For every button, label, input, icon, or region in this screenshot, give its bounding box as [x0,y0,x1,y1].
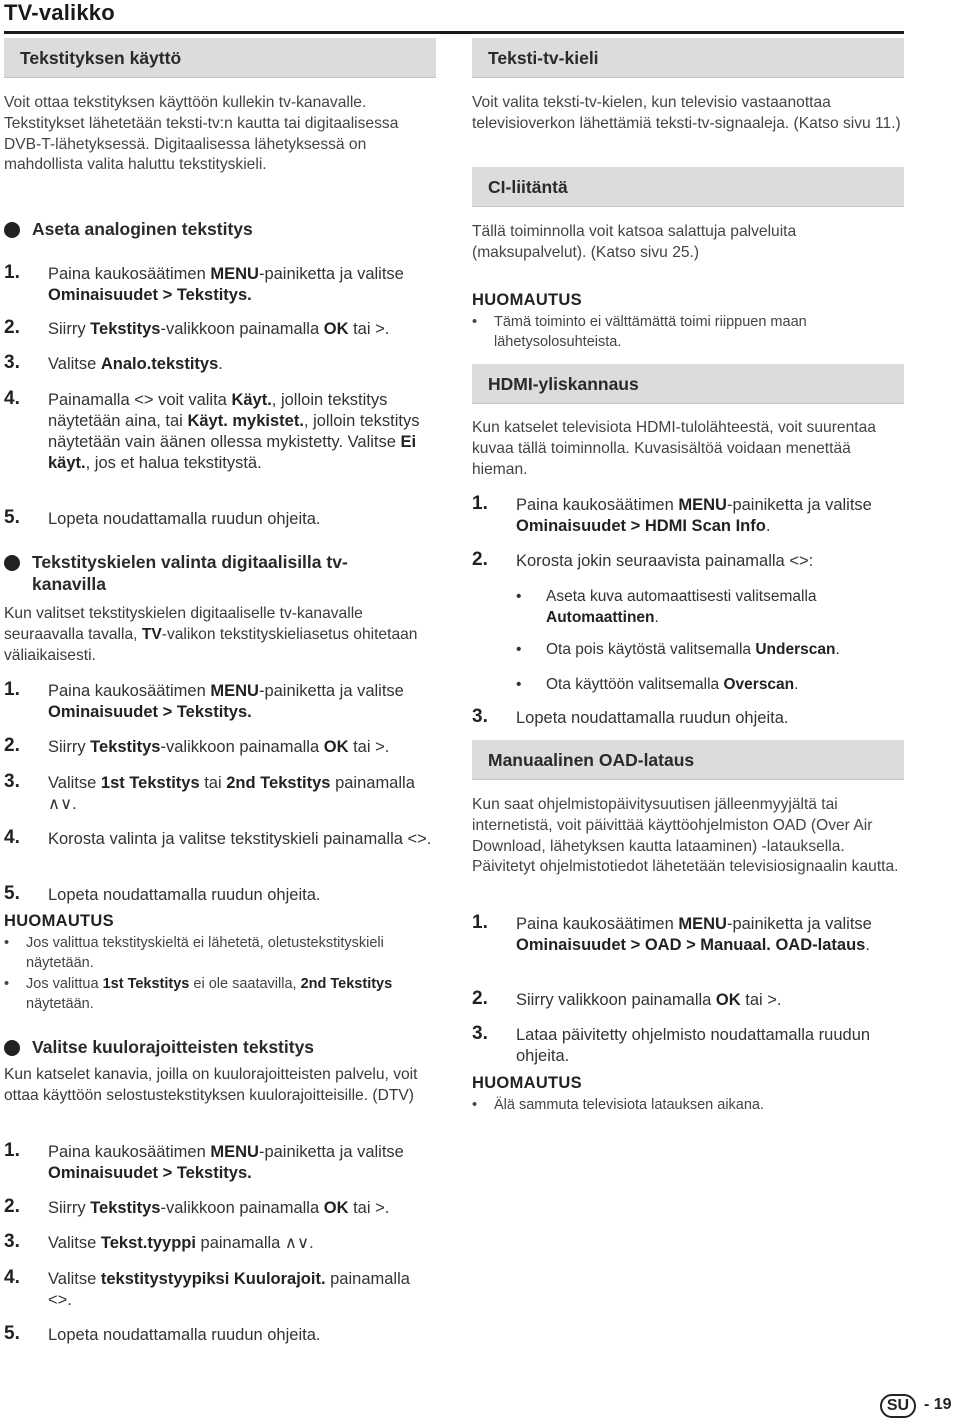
step-3: 3. Lopeta noudattamalla ruudun ohjeita. [472,706,789,727]
option-automatic: • Aseta kuva automaattisesti valitsemalla Automaattinen. [516,588,817,626]
note-heading: HUOMAUTUS [4,912,114,930]
subtitles-intro: Voit ottaa tekstityksen käyttöön kullekin tv-kanavalle. Tekstitykset lähetetään teksti-tv:n kautta tai digitaalisessa DVB-T-lähetyksessä. Digitaalisessa lähetyksessä on mahdollista valita haluttu tekstityskieli. [4,94,399,174]
step-4: 4. Painamalla <> voit valita Käyt., jolloin tekstitys näytetään aina, tai Käyt. mykistet., jolloin tekstitys näytetään vain äänen ollessa mykistetty. Valitse Ei käyt., jos et halua tekstitystä. [4,388,420,472]
subheading-analog-subtitles: Aseta analoginen tekstitys [4,218,436,240]
section-header-teletext-language: Teksti-tv-kieli [472,38,904,78]
hearing-impaired-intro: Kun katselet kanavia, joilla on kuulorajoitteisten palvelu, voit ottaa käyttöön selostustekstityksen kuulorajoitteisille. (DTV) [4,1066,418,1104]
step-1: 1. Paina kaukosäätimen MENU-painiketta ja valitse Ominaisuudet > Tekstitys. [4,1140,404,1182]
step-5: 5. Lopeta noudattamalla ruudun ohjeita. [4,1323,321,1344]
step-3: 3. Valitse Analo.tekstitys. [4,352,223,373]
step-3: 3. Lataa päivitetty ohjelmisto noudattamalla ruudun ohjeita. [472,1023,871,1065]
step-3: 3. Valitse Tekst.tyyppi painamalla ∧∨. [4,1231,314,1252]
step-5: 5. Lopeta noudattamalla ruudun ohjeita. [4,883,321,904]
subheading-digital-subtitle-language: Tekstityskielen valinta digitaalisilla tv-kanavilla [4,551,404,595]
bullet-dot-icon [4,1040,20,1056]
step-2: 2. Korosta jokin seuraavista painamalla <>: [472,549,814,570]
section-header-manual-oad: Manuaalinen OAD-lataus [472,740,904,780]
teletext-text: Voit valita teksti-tv-kielen, kun televisio vastaanottaa televisioverkon lähettämiä teksti-tv-signaaleja. (Katso sivu 11.) [472,94,901,132]
note-item: • Älä sammuta televisiota latauksen aikana. [472,1097,765,1113]
language-badge: SU [880,1394,916,1418]
bullet-dot-icon [4,555,20,571]
ci-text: Tällä toiminnolla voit katsoa salattuja palveluita (maksupalvelut). (Katso sivu 25.) [472,223,797,261]
step-1: 1. Paina kaukosäätimen MENU-painiketta ja valitse Ominaisuudet > Tekstitys. [4,262,404,304]
note-heading: HUOMAUTUS [472,1074,582,1092]
note-heading: HUOMAUTUS [472,291,582,309]
step-3: 3. Valitse 1st Tekstitys tai 2nd Tekstitys painamalla ∧∨. [4,771,415,813]
bullet-dot-icon [4,222,20,238]
step-2: 2. Siirry Tekstitys-valikkoon painamalla OK tai >. [4,317,390,338]
step-4: 4. Korosta valinta ja valitse tekstityskieli painamalla <>. [4,827,432,848]
subheading-hearing-impaired-subtitles: Valitse kuulorajoitteisten tekstitys [4,1036,436,1058]
page-title: TV-valikko [4,0,115,25]
page-number: - 19 [924,1396,952,1413]
oad-text: Kun saat ohjelmistopäivitysuutisen jälleenmyyjältä tai internetistä, voit päivittää käyttöohjelmiston OAD (Over Air Download, lähetyksen kautta lataaminen) -latauksella. Päivitetyt ohjelmistotiedot lähetetään televisiosignaalin kautta. [472,796,899,876]
option-underscan: • Ota pois käytöstä valitsemalla Underscan. [516,641,840,658]
section-header-hdmi-overscan: HDMI-yliskannaus [472,364,904,404]
option-overscan: • Ota käyttöön valitsemalla Overscan. [516,676,799,693]
step-2: 2. Siirry Tekstitys-valikkoon painamalla OK tai >. [4,1196,390,1217]
note-item: • Jos valittua 1st Tekstitys ei ole saatavilla, 2nd Tekstitys näytetään. [4,976,393,1012]
step-1: 1. Paina kaukosäätimen MENU-painiketta ja valitse Ominaisuudet > OAD > Manuaal. OAD-lataus. [472,912,872,954]
step-1: 1. Paina kaukosäätimen MENU-painiketta ja valitse Ominaisuudet > Tekstitys. [4,679,404,721]
step-2: 2. Siirry Tekstitys-valikkoon painamalla OK tai >. [4,735,390,756]
title-rule [4,31,904,34]
note-item: • Tämä toiminto ei välttämättä toimi riippuen maan lähetysolosuhteista. [472,314,807,350]
section-header-ci: CI-liitäntä [472,167,904,207]
step-1: 1. Paina kaukosäätimen MENU-painiketta ja valitse Ominaisuudet > HDMI Scan Info. [472,493,872,535]
step-2: 2. Siirry valikkoon painamalla OK tai >. [472,988,782,1009]
digital-subtitle-intro: Kun valitset tekstityskielen digitaaliselle tv-kanavalle seuraavalla tavalla, TV-valikon tekstityskieliasetus ohitetaan väliaikaisesti. [4,605,418,664]
section-header-subtitles: Tekstityksen käyttö [4,38,436,78]
hdmi-text: Kun katselet televisiota HDMI-tulolähteestä, voit suurentaa kuvaa tällä toiminnolla. Kuvasisältöä voidaan menettää hieman. [472,419,876,478]
step-4: 4. Valitse tekstitystyypiksi Kuulorajoit. painamalla <>. [4,1267,410,1309]
note-item: • Jos valittua tekstityskieltä ei lähetetä, oletustekstityskieli näytetään. [4,935,384,971]
step-5: 5. Lopeta noudattamalla ruudun ohjeita. [4,507,321,528]
